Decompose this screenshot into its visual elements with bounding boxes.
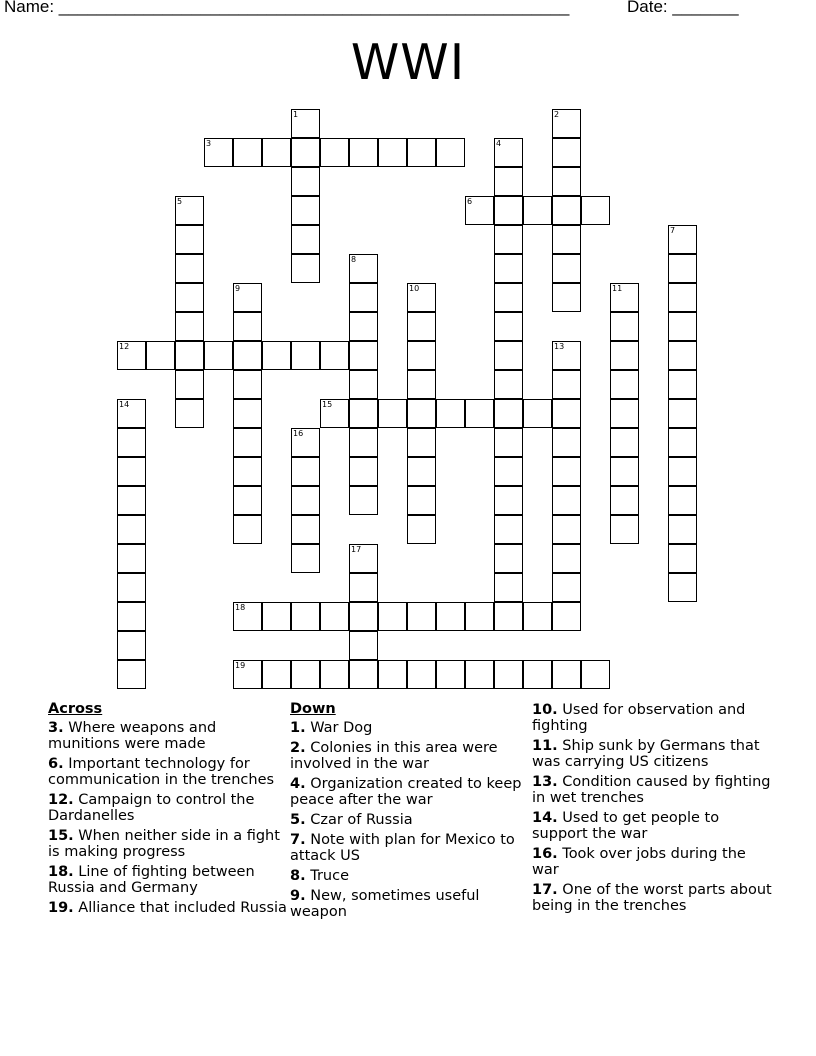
grid-cell[interactable] (494, 341, 523, 370)
grid-cell[interactable] (552, 196, 581, 225)
grid-cell[interactable] (320, 399, 349, 428)
grid-cell[interactable] (552, 457, 581, 486)
grid-cell[interactable] (291, 660, 320, 689)
grid-cell[interactable] (552, 283, 581, 312)
clue-number: 3 (206, 139, 212, 148)
grid-cell[interactable] (668, 399, 697, 428)
grid-cell[interactable] (494, 602, 523, 631)
grid-cell[interactable] (552, 254, 581, 283)
grid-cell[interactable] (233, 283, 262, 312)
clue-text: When neither side in a fight is making progress (48, 828, 280, 860)
grid-cell[interactable] (610, 312, 639, 341)
grid-cell[interactable] (494, 573, 523, 602)
grid-cell[interactable] (349, 370, 378, 399)
clue-item (290, 776, 530, 808)
down-clues-continued (532, 702, 772, 918)
grid-cell[interactable] (668, 341, 697, 370)
grid-cell[interactable] (610, 283, 639, 312)
grid-cell[interactable] (117, 428, 146, 457)
clue-text: Alliance that included Russia (73, 900, 287, 916)
clue-item (48, 828, 288, 860)
grid-cell[interactable] (117, 544, 146, 573)
grid-cell[interactable] (407, 341, 436, 370)
grid-cell[interactable] (349, 254, 378, 283)
grid-cell[interactable] (523, 399, 552, 428)
grid-cell[interactable] (465, 660, 494, 689)
grid-cell[interactable] (494, 312, 523, 341)
grid-cell[interactable] (291, 138, 320, 167)
grid-cell[interactable] (552, 544, 581, 573)
grid-cell[interactable] (349, 631, 378, 660)
grid-cell[interactable] (523, 660, 552, 689)
grid-cell[interactable] (436, 399, 465, 428)
date-field-label[interactable]: Date: _______ (627, 0, 739, 16)
clue-text: Campaign to control the Dardanelles (48, 792, 255, 824)
grid-cell[interactable] (349, 457, 378, 486)
clue-number: 6. (48, 756, 64, 772)
clue-number: 15. (48, 828, 74, 844)
grid-cell[interactable] (552, 428, 581, 457)
clue-text: Where weapons and munitions were made (48, 720, 217, 752)
clue-item (290, 832, 530, 864)
grid-cell[interactable] (494, 428, 523, 457)
grid-cell[interactable] (552, 602, 581, 631)
clue-text: Colonies in this area were involved in the war (290, 740, 498, 772)
grid-cell[interactable] (552, 399, 581, 428)
grid-cell[interactable] (233, 312, 262, 341)
grid-cell[interactable] (407, 457, 436, 486)
grid-cell[interactable] (407, 138, 436, 167)
grid-cell[interactable] (494, 515, 523, 544)
grid-cell[interactable] (494, 138, 523, 167)
grid-cell[interactable] (204, 138, 233, 167)
clue-number: 14 (119, 400, 130, 409)
clue-item (290, 812, 530, 828)
grid-cell[interactable] (349, 573, 378, 602)
grid-cell[interactable] (117, 660, 146, 689)
down-clues (290, 701, 530, 924)
grid-cell[interactable] (668, 225, 697, 254)
grid-cell[interactable] (610, 486, 639, 515)
grid-cell[interactable] (407, 515, 436, 544)
clue-item (48, 792, 288, 824)
grid-cell[interactable] (291, 486, 320, 515)
grid-cell[interactable] (494, 225, 523, 254)
clue-number: 10. (532, 702, 558, 718)
clue-item (48, 756, 288, 788)
grid-cell[interactable] (117, 602, 146, 631)
grid-cell[interactable] (552, 138, 581, 167)
grid-cell[interactable] (117, 631, 146, 660)
clue-number: 16. (532, 846, 558, 862)
grid-cell[interactable] (407, 399, 436, 428)
clue-text: Organization created to keep peace after the war (290, 776, 522, 808)
grid-cell[interactable] (465, 196, 494, 225)
grid-cell[interactable] (494, 283, 523, 312)
clue-text: Note with plan for Mexico to attack US (290, 832, 515, 864)
grid-cell[interactable] (523, 602, 552, 631)
clue-number: 15 (322, 400, 333, 409)
grid-cell[interactable] (291, 254, 320, 283)
grid-cell[interactable] (291, 602, 320, 631)
clue-number: 11 (612, 284, 623, 293)
clue-number: 1 (293, 110, 299, 119)
clue-number: 2. (290, 740, 306, 756)
grid-cell[interactable] (494, 196, 523, 225)
grid-cell[interactable] (233, 660, 262, 689)
clue-text: Important technology for communication in the trenches (48, 756, 275, 788)
grid-cell[interactable] (117, 486, 146, 515)
grid-cell[interactable] (552, 341, 581, 370)
grid-cell[interactable] (552, 515, 581, 544)
grid-cell[interactable] (407, 602, 436, 631)
clue-number: 7. (290, 832, 306, 848)
grid-cell[interactable] (610, 399, 639, 428)
grid-cell[interactable] (668, 486, 697, 515)
clue-text: Line of fighting between Russia and Germany (48, 864, 255, 896)
grid-cell[interactable] (378, 138, 407, 167)
clue-number: 2 (554, 110, 560, 119)
grid-cell[interactable] (175, 225, 204, 254)
grid-cell[interactable] (291, 515, 320, 544)
grid-cell[interactable] (668, 283, 697, 312)
clue-text: Ship sunk by Germans that was carrying US citizens (532, 738, 760, 770)
grid-cell[interactable] (349, 283, 378, 312)
grid-cell[interactable] (494, 370, 523, 399)
clue-number: 8. (290, 868, 306, 884)
grid-cell[interactable] (291, 428, 320, 457)
clue-number: 5. (290, 812, 306, 828)
clue-text: Used to get people to support the war (532, 810, 720, 842)
clue-item (290, 720, 530, 736)
grid-cell[interactable] (233, 428, 262, 457)
grid-cell[interactable] (291, 109, 320, 138)
grid-cell[interactable] (407, 660, 436, 689)
grid-cell[interactable] (610, 428, 639, 457)
clue-text: One of the worst parts about being in the trenches (532, 882, 772, 914)
clue-number: 7 (670, 226, 676, 235)
grid-cell[interactable] (494, 457, 523, 486)
grid-cell[interactable] (407, 370, 436, 399)
clue-text: Used for observation and fighting (532, 702, 746, 734)
grid-cell[interactable] (291, 544, 320, 573)
clue-number: 14. (532, 810, 558, 826)
grid-cell[interactable] (465, 602, 494, 631)
grid-cell[interactable] (291, 225, 320, 254)
grid-cell[interactable] (175, 196, 204, 225)
clue-number: 1. (290, 720, 306, 736)
grid-cell[interactable] (175, 341, 204, 370)
grid-cell[interactable] (233, 399, 262, 428)
grid-cell[interactable] (320, 602, 349, 631)
grid-cell[interactable] (175, 312, 204, 341)
grid-cell[interactable] (494, 544, 523, 573)
clue-number: 16 (293, 429, 304, 438)
grid-cell[interactable] (262, 660, 291, 689)
grid-cell[interactable] (668, 544, 697, 573)
grid-cell[interactable] (233, 457, 262, 486)
clue-text: Czar of Russia (305, 812, 413, 828)
clue-text: Condition caused by fighting in wet trenches (532, 774, 771, 806)
grid-cell[interactable] (523, 196, 552, 225)
grid-cell[interactable] (349, 138, 378, 167)
clue-number: 5 (177, 197, 183, 206)
clue-number: 18. (48, 864, 74, 880)
grid-cell[interactable] (610, 457, 639, 486)
grid-cell[interactable] (233, 515, 262, 544)
clue-item (48, 864, 288, 896)
grid-cell[interactable] (610, 341, 639, 370)
grid-cell[interactable] (320, 660, 349, 689)
clue-item (532, 702, 772, 734)
clue-item (48, 900, 288, 916)
clue-number: 9. (290, 888, 306, 904)
clue-number: 17. (532, 882, 558, 898)
clue-number: 3. (48, 720, 64, 736)
grid-cell[interactable] (233, 341, 262, 370)
grid-cell[interactable] (378, 602, 407, 631)
grid-cell[interactable] (349, 602, 378, 631)
grid-cell[interactable] (291, 341, 320, 370)
grid-cell[interactable] (581, 196, 610, 225)
across-clues (48, 701, 288, 920)
grid-cell[interactable] (494, 486, 523, 515)
clue-number: 12 (119, 342, 130, 351)
grid-cell[interactable] (465, 399, 494, 428)
grid-cell[interactable] (117, 399, 146, 428)
clue-item (532, 846, 772, 878)
grid-cell[interactable] (320, 341, 349, 370)
grid-cell[interactable] (668, 428, 697, 457)
grid-cell[interactable] (262, 341, 291, 370)
grid-cell[interactable] (349, 486, 378, 515)
clue-number: 19. (48, 900, 74, 916)
clue-number: 9 (235, 284, 241, 293)
page-title: WWI (350, 34, 466, 91)
clue-text: Truce (305, 868, 349, 884)
clue-item (532, 810, 772, 842)
clue-number: 4 (496, 139, 502, 148)
grid-cell[interactable] (552, 109, 581, 138)
grid-cell[interactable] (349, 544, 378, 573)
across-heading: Across (48, 701, 103, 717)
grid-cell[interactable] (407, 486, 436, 515)
grid-cell[interactable] (668, 573, 697, 602)
grid-cell[interactable] (175, 254, 204, 283)
grid-cell[interactable] (233, 486, 262, 515)
clue-text: War Dog (305, 720, 373, 736)
clue-number: 12. (48, 792, 74, 808)
grid-cell[interactable] (407, 312, 436, 341)
grid-cell[interactable] (117, 515, 146, 544)
grid-cell[interactable] (378, 399, 407, 428)
grid-cell[interactable] (204, 341, 233, 370)
down-heading: Down (290, 701, 336, 717)
grid-cell[interactable] (291, 196, 320, 225)
clue-item (290, 740, 530, 772)
grid-cell[interactable] (117, 573, 146, 602)
grid-cell[interactable] (146, 341, 175, 370)
clue-number: 8 (351, 255, 357, 264)
clue-item (290, 868, 530, 884)
grid-cell[interactable] (436, 138, 465, 167)
grid-cell[interactable] (175, 370, 204, 399)
grid-cell[interactable] (552, 486, 581, 515)
grid-cell[interactable] (610, 370, 639, 399)
grid-cell[interactable] (407, 428, 436, 457)
grid-cell[interactable] (262, 602, 291, 631)
grid-cell[interactable] (175, 283, 204, 312)
grid-cell[interactable] (117, 457, 146, 486)
clue-number: 4. (290, 776, 306, 792)
grid-cell[interactable] (291, 457, 320, 486)
clue-number: 19 (235, 661, 246, 670)
clue-item (532, 882, 772, 914)
grid-cell[interactable] (610, 515, 639, 544)
grid-cell[interactable] (233, 138, 262, 167)
grid-cell[interactable] (494, 399, 523, 428)
grid-cell[interactable] (349, 341, 378, 370)
clue-item (532, 774, 772, 806)
grid-cell[interactable] (552, 660, 581, 689)
clue-number: 13. (532, 774, 558, 790)
grid-cell[interactable] (291, 167, 320, 196)
grid-cell[interactable] (320, 138, 349, 167)
grid-cell[interactable] (233, 370, 262, 399)
grid-cell[interactable] (175, 399, 204, 428)
grid-cell[interactable] (581, 660, 610, 689)
grid-cell[interactable] (494, 167, 523, 196)
grid-cell[interactable] (349, 312, 378, 341)
grid-cell[interactable] (349, 399, 378, 428)
grid-cell[interactable] (552, 370, 581, 399)
grid-cell[interactable] (668, 312, 697, 341)
grid-cell[interactable] (233, 602, 262, 631)
clue-text: Took over jobs during the war (532, 846, 746, 878)
grid-cell[interactable] (378, 660, 407, 689)
clue-item (48, 720, 288, 752)
grid-cell[interactable] (436, 602, 465, 631)
grid-cell[interactable] (552, 167, 581, 196)
grid-cell[interactable] (668, 457, 697, 486)
grid-cell[interactable] (668, 515, 697, 544)
clue-number: 10 (409, 284, 420, 293)
clue-text: New, sometimes useful weapon (290, 888, 480, 920)
name-field-label[interactable]: Name: ______________________________________________________ (4, 0, 570, 16)
clue-number: 13 (554, 342, 565, 351)
grid-cell[interactable] (668, 370, 697, 399)
grid-cell[interactable] (552, 225, 581, 254)
clue-item (290, 888, 530, 920)
grid-cell[interactable] (407, 283, 436, 312)
clue-number: 17 (351, 545, 362, 554)
clue-item (532, 738, 772, 770)
grid-cell[interactable] (436, 660, 465, 689)
grid-cell[interactable] (668, 254, 697, 283)
clue-number: 18 (235, 603, 246, 612)
grid-cell[interactable] (262, 138, 291, 167)
grid-cell[interactable] (494, 254, 523, 283)
grid-cell[interactable] (494, 660, 523, 689)
clue-number: 11. (532, 738, 558, 754)
grid-cell[interactable] (349, 660, 378, 689)
grid-cell[interactable] (117, 341, 146, 370)
grid-cell[interactable] (552, 573, 581, 602)
grid-cell[interactable] (349, 428, 378, 457)
clue-number: 6 (467, 197, 473, 206)
